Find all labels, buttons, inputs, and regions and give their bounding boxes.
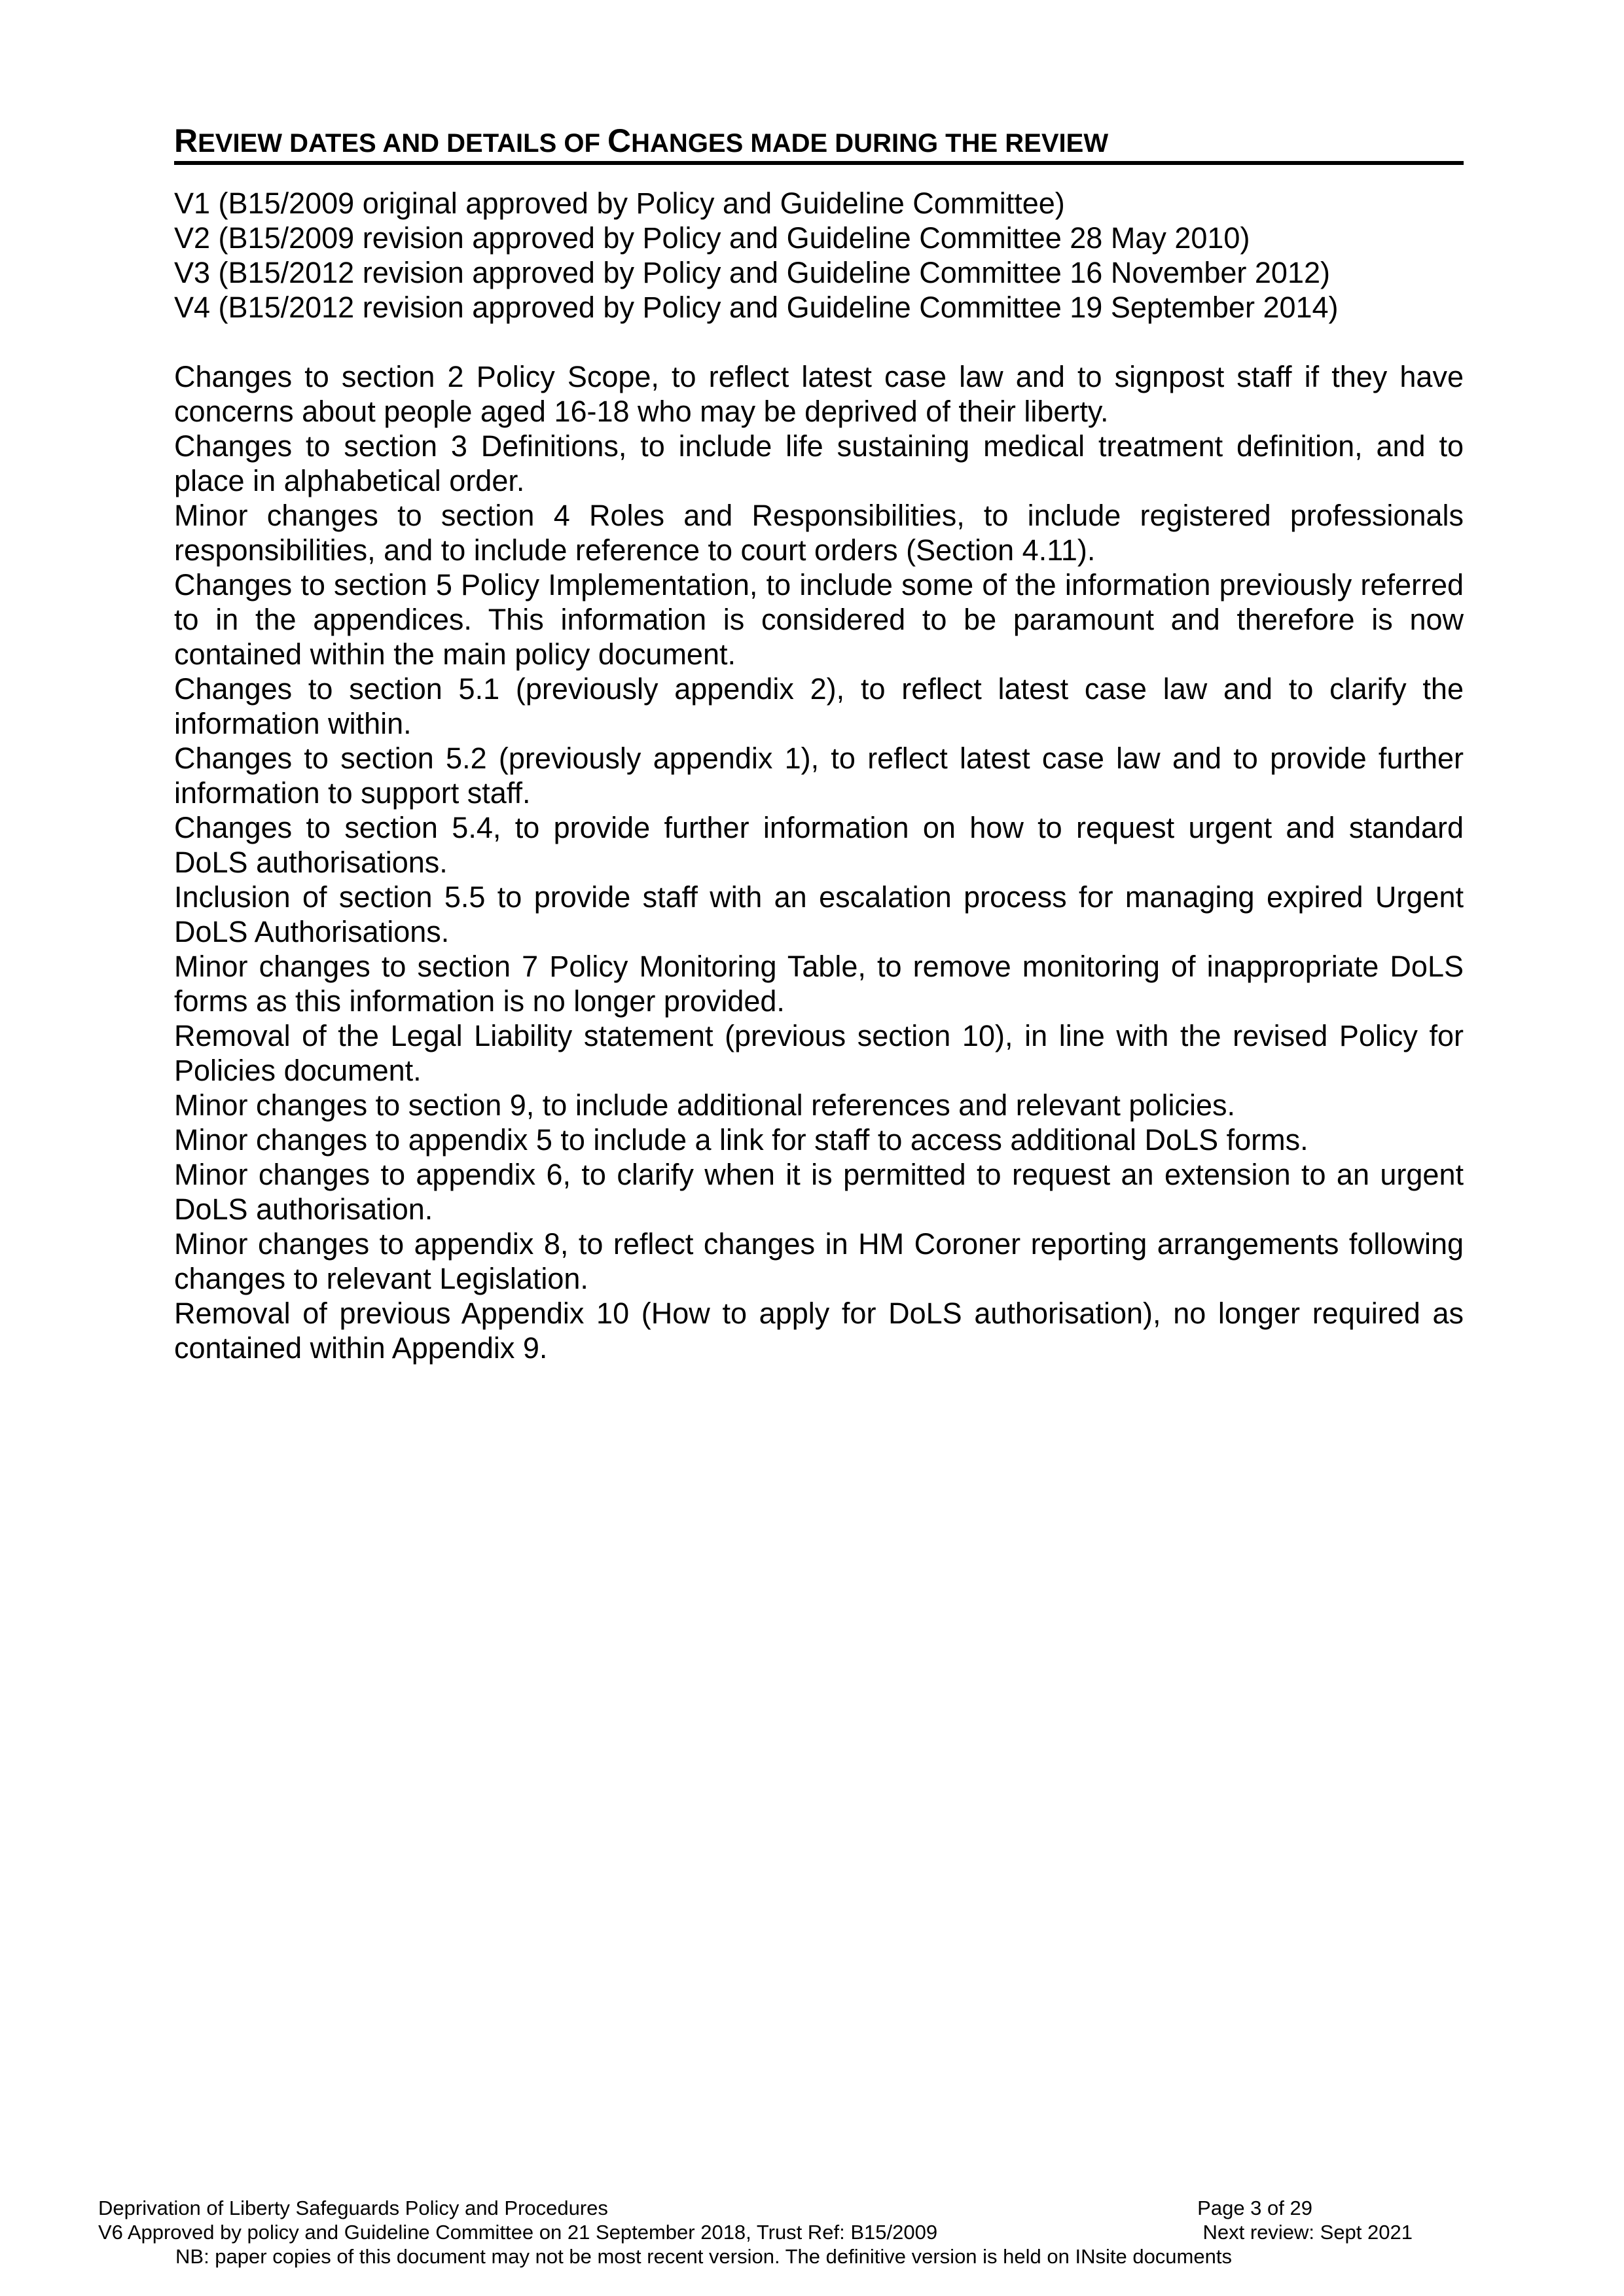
- version-entry: V2 (B15/2009 revision approved by Policy and Guideline Committee 28 May 2010): [174, 221, 1250, 255]
- heading-part: HANGES MADE DURING THE REVIEW: [631, 129, 1109, 158]
- change-entry: Minor changes to section 4 Roles and Responsibilities, to include registered professionals responsibilities, and to include reference to court orders (Section 4.11).: [174, 499, 1464, 567]
- section-heading: [174, 124, 1464, 165]
- change-entry: Removal of the Legal Liability statement (previous section 10), in line with the revised Policy for Policies document.: [174, 1019, 1464, 1087]
- footer-page-number: Page 3 of 29: [1197, 2197, 1312, 2219]
- version-entry: V1 (B15/2009 original approved by Policy and Guideline Committee): [174, 187, 1065, 220]
- page-footer: [98, 2196, 1420, 2269]
- heading-part: C: [607, 122, 632, 159]
- change-entry: Changes to section 2 Policy Scope, to reflect latest case law and to signpost staff if they have concerns about people aged 16-18 who may be deprived of their liberty.: [174, 360, 1464, 428]
- change-entry: Changes to section 5.4, to provide further information on how to request urgent and standard DoLS authorisations.: [174, 811, 1464, 879]
- document-body: [174, 186, 1464, 1365]
- change-entry: Minor changes to section 7 Policy Monitoring Table, to remove monitoring of inappropriate DoLS forms as this information is no longer provided.: [174, 950, 1464, 1018]
- heading-part: EVIEW DATES AND DETAILS OF: [198, 129, 608, 158]
- change-entry: Changes to section 5.1 (previously appendix 2), to reflect latest case law and to clarify the information within.: [174, 672, 1464, 740]
- version-entry: V3 (B15/2012 revision approved by Policy and Guideline Committee 16 November 2012): [174, 256, 1330, 289]
- footer-row: [98, 2196, 1420, 2220]
- change-entry: Inclusion of section 5.5 to provide staff with an escalation process for managing expired Urgent DoLS Authorisations.: [174, 880, 1464, 948]
- footer-approval: V6 Approved by policy and Guideline Committee on 21 September 2018, Trust Ref: B15/2009: [98, 2221, 938, 2244]
- version-entry: V4 (B15/2012 revision approved by Policy and Guideline Committee 19 September 2014): [174, 291, 1339, 324]
- footer-row: [98, 2220, 1420, 2244]
- heading-part: R: [174, 122, 198, 159]
- footer-note: NB: paper copies of this document may not be most recent version. The definitive version is held on INsite documents: [175, 2245, 1232, 2268]
- change-entry: Minor changes to section 9, to include additional references and relevant policies.: [174, 1088, 1235, 1122]
- footer-next-review: Next review: Sept 2021: [1202, 2221, 1413, 2244]
- change-entry: Changes to section 5 Policy Implementation, to include some of the information previously referred to in the appendices. This information is considered to be paramount and therefore is now contained within the main policy document.: [174, 568, 1464, 671]
- change-entry: Removal of previous Appendix 10 (How to apply for DoLS authorisation), no longer required as contained within Appendix 9.: [174, 1297, 1464, 1365]
- change-entry: Minor changes to appendix 5 to include a link for staff to access additional DoLS forms.: [174, 1123, 1308, 1157]
- footer-doc-title: Deprivation of Liberty Safeguards Policy and Procedures: [98, 2197, 608, 2219]
- change-list: [174, 359, 1464, 1365]
- change-entry: Changes to section 5.2 (previously appendix 1), to reflect latest case law and to provide further information to support staff.: [174, 742, 1464, 810]
- change-entry: Minor changes to appendix 8, to reflect changes in HM Coroner reporting arrangements following changes to relevant Legislation.: [174, 1227, 1464, 1295]
- version-list: [174, 186, 1464, 325]
- change-entry: Minor changes to appendix 6, to clarify when it is permitted to request an extension to an urgent DoLS authorisation.: [174, 1158, 1464, 1226]
- change-entry: Changes to section 3 Definitions, to include life sustaining medical treatment definition, and to place in alphabetical order.: [174, 429, 1464, 497]
